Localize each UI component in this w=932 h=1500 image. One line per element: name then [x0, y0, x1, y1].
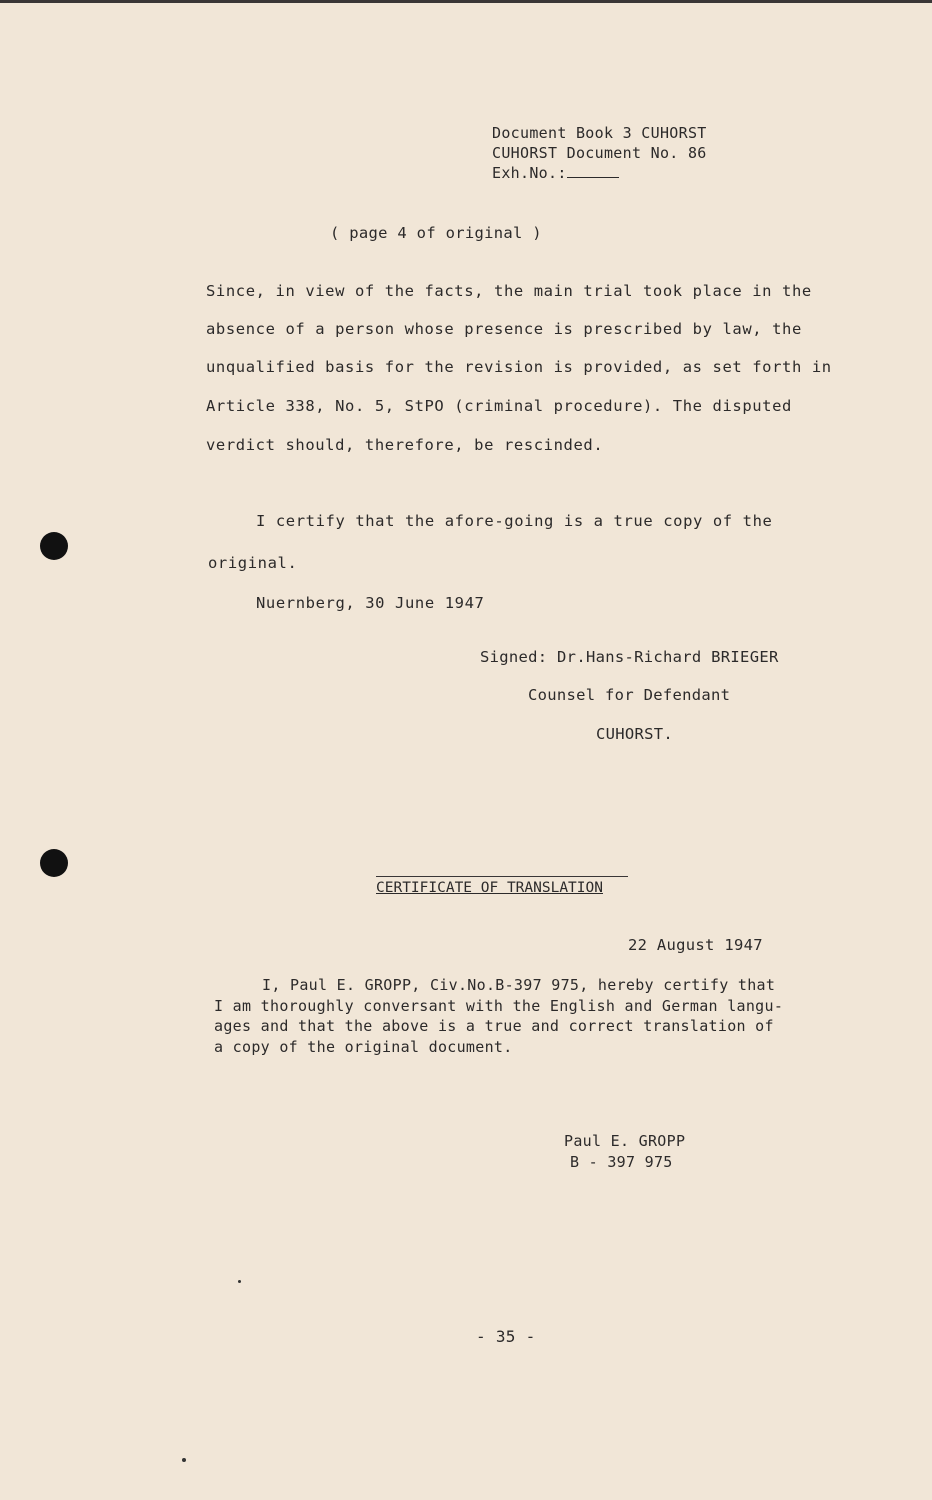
punch-hole-bottom: [40, 849, 68, 877]
header-exhibit-number: [492, 164, 619, 182]
translator-name: Paul E. GROPP: [564, 1132, 686, 1150]
body-line: verdict should, therefore, be rescinded.: [206, 436, 604, 454]
title-rule: [376, 876, 628, 877]
translation-line: ages and that the above is a true and correct translation of: [214, 1017, 774, 1035]
exhibit-label: Exh.No.:: [492, 164, 567, 182]
signed-by: Signed: Dr.Hans-Richard BRIEGER: [480, 648, 779, 666]
header-document-book: Document Book 3 CUHORST: [492, 124, 707, 142]
page-number: - 35 -: [476, 1327, 536, 1346]
body-line: Since, in view of the facts, the main trial took place in the: [206, 282, 812, 300]
certify-line: original.: [208, 554, 298, 572]
certify-place-date: Nuernberg, 30 June 1947: [256, 594, 485, 612]
ink-speck: [182, 1458, 186, 1462]
exhibit-blank: [567, 165, 619, 178]
body-line: Article 338, No. 5, StPO (criminal procedure). The disputed: [206, 397, 792, 415]
page-top-edge: [0, 0, 932, 3]
certificate-title: CERTIFICATE OF TRANSLATION: [376, 880, 603, 896]
body-line: unqualified basis for the revision is provided, as set forth in: [206, 358, 832, 376]
body-line: absence of a person whose presence is prescribed by law, the: [206, 320, 802, 338]
certify-line: I certify that the afore-going is a true copy of the: [256, 512, 773, 530]
translation-line: a copy of the original document.: [214, 1038, 513, 1056]
header-document-number: CUHORST Document No. 86: [492, 144, 707, 162]
translator-number: B - 397 975: [570, 1153, 673, 1171]
translation-line: I am thoroughly conversant with the English and German langu-: [214, 997, 784, 1015]
page-of-original-note: ( page 4 of original ): [330, 224, 542, 242]
translation-line: I, Paul E. GROPP, Civ.No.B-397 975, hereby certify that: [262, 976, 776, 994]
punch-hole-top: [40, 532, 68, 560]
ink-speck: [238, 1280, 241, 1283]
defendant-name: CUHORST.: [596, 725, 674, 743]
counsel-role: Counsel for Defendant: [528, 686, 731, 704]
translation-date: 22 August 1947: [628, 936, 763, 954]
